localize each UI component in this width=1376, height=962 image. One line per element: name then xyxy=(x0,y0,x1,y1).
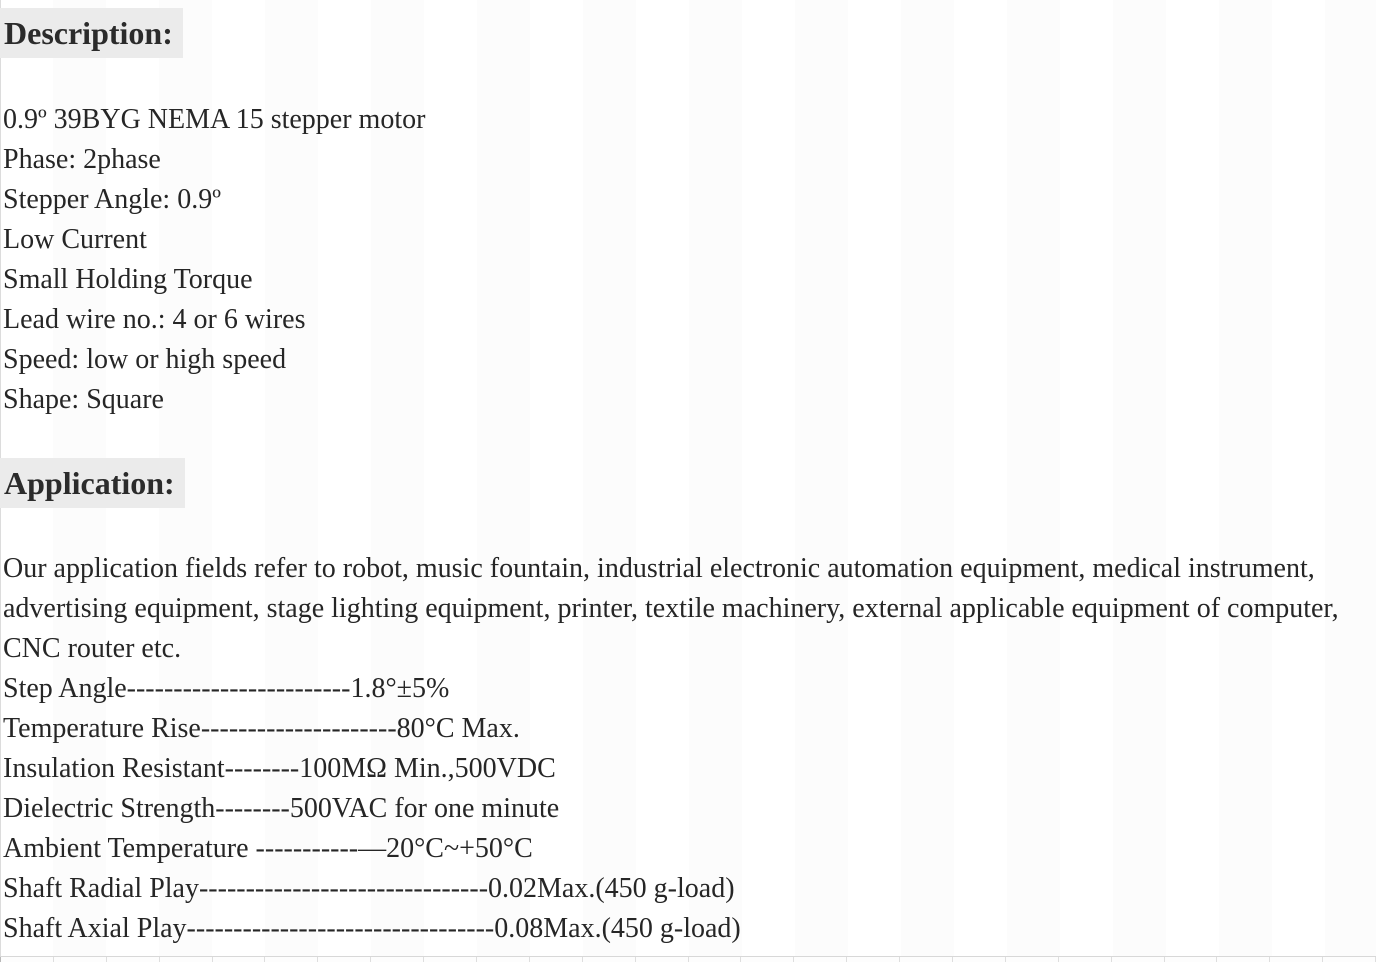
table-cell xyxy=(0,957,54,962)
description-heading: Description: xyxy=(0,8,183,58)
spec-line-shaft-axial-play: Shaft Axial Play---------------------------------0.08Max.(450 g-load) xyxy=(3,913,741,944)
table-cell xyxy=(1165,957,1218,962)
application-body xyxy=(3,549,1355,949)
table-cell xyxy=(265,957,318,962)
table-cell xyxy=(160,957,213,962)
description-body xyxy=(3,100,1363,420)
description-line: Small Holding Torque xyxy=(3,264,253,295)
table-cell xyxy=(741,957,794,962)
description-line: Shape: Square xyxy=(3,384,164,415)
description-line: Phase: 2phase xyxy=(3,144,161,175)
spec-line-ambient-temperature: Ambient Temperature -----------—20°C~+50°C xyxy=(3,833,533,864)
table-cell xyxy=(900,957,953,962)
table-cell xyxy=(636,957,689,962)
description-line: Stepper Angle: 0.9º xyxy=(3,184,221,215)
table-cell xyxy=(583,957,636,962)
description-line: Lead wire no.: 4 or 6 wires xyxy=(3,304,306,335)
spec-line-insulation-resistant: Insulation Resistant--------100MΩ Min.,500VDC xyxy=(3,753,556,784)
table-cell xyxy=(1217,957,1270,962)
table-cell xyxy=(847,957,900,962)
table-cell xyxy=(794,957,847,962)
description-line: Speed: low or high speed xyxy=(3,344,287,375)
table-cell xyxy=(371,957,424,962)
table-cell xyxy=(1270,957,1323,962)
table-cell xyxy=(1323,957,1376,962)
spec-line-step-angle: Step Angle------------------------1.8°±5% xyxy=(3,673,450,704)
spec-line-dielectric-strength: Dielectric Strength--------500VAC for one minute xyxy=(3,793,560,824)
table-cell xyxy=(54,957,107,962)
application-paragraph: Our application fields refer to robot, music fountain, industrial electronic automation equipment, medical instrument, advertising equipment, stage lighting equipment, printer, textile machinery, external applicable equipment of computer, CNC router etc. xyxy=(3,553,1339,664)
spec-line-temperature-rise: Temperature Rise---------------------80°C Max. xyxy=(3,713,520,744)
table-top-edge xyxy=(0,956,1376,962)
table-cell xyxy=(530,957,583,962)
table-cell xyxy=(107,957,160,962)
table-cell xyxy=(1112,957,1165,962)
application-heading: Application: xyxy=(0,458,185,508)
table-cell xyxy=(424,957,477,962)
table-cell xyxy=(477,957,530,962)
spec-line-shaft-radial-play: Shaft Radial Play-------------------------------0.02Max.(450 g-load) xyxy=(3,873,735,904)
table-cell xyxy=(1006,957,1059,962)
table-cell xyxy=(1059,957,1112,962)
table-cell xyxy=(953,957,1006,962)
description-line: Low Current xyxy=(3,224,147,255)
table-cell xyxy=(318,957,371,962)
description-line: 0.9º 39BYG NEMA 15 stepper motor xyxy=(3,104,426,135)
table-cell xyxy=(213,957,266,962)
table-cell xyxy=(689,957,742,962)
